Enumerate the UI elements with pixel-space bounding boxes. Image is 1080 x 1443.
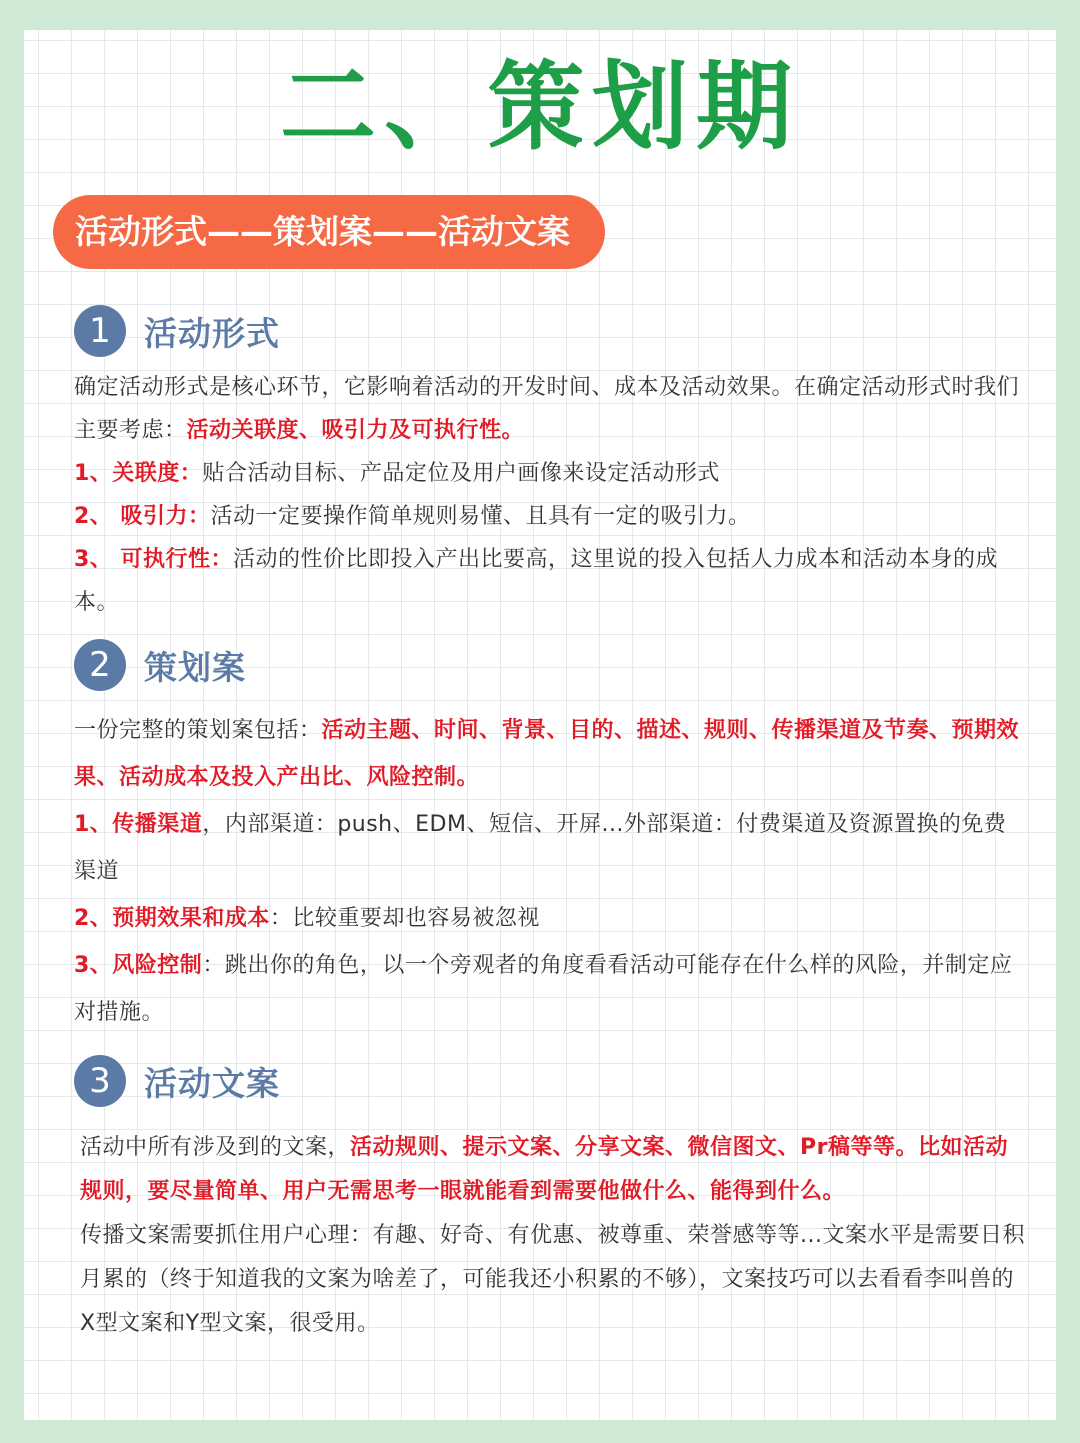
paragraph: 一份完整的策划案包括：活动主题、时间、背景、目的、描述、规则、传播渠道及节奏、预期效果、活动成本及投入产出比、风险控制。 [74,718,1020,790]
section-title: 活动形式 [144,313,280,353]
list-item: 1、关联度：贴合活动目标、产品定位及用户画像来设定活动形式 [74,461,720,486]
section-header-2 [74,637,246,693]
section-title: 策划案 [144,647,246,687]
flow-banner: 活动形式——策划案——活动文案 [53,195,605,269]
section-header-3 [74,1053,280,1109]
paragraph: 传播文案需要抓住用户心理：有趣、好奇、有优惠、被尊重、荣誉感等等...文案水平是需要日积月累的（终于知道我的文案为啥差了，可能我还小积累的不够），文案技巧可以去看看李叫兽的X型文案和Y型文案，很受用。 [80,1223,1025,1336]
section-body-3 [80,1126,1025,1346]
list-item: 3、 可执行性：活动的性价比即投入产出比要高，这里说的投入包括人力成本和活动本身的成本。 [74,547,998,615]
page-title: 二、策划期 [280,51,800,163]
paragraph: 确定活动形式是核心环节，它影响着活动的开发时间、成本及活动效果。在确定活动形式时我们主要考虑：活动关联度、吸引力及可执行性。 [74,375,1020,443]
number-badge: 3 [74,1055,126,1107]
section-body-2 [74,707,1022,1036]
section-body-1 [74,366,1022,624]
list-item: 1、传播渠道，内部渠道：push、EDM、短信、开屏...外部渠道：付费渠道及资源置换的免费渠道 [74,812,1007,884]
section-title: 活动文案 [144,1063,280,1103]
number-badge: 2 [74,639,126,691]
highlight-text: 活动主题、时间、背景、目的、描述、规则、传播渠道及节奏、预期效果、活动成本及投入产出比、风险控制。 [74,718,1020,790]
highlight-text: 活动关联度、吸引力及可执行性。 [186,418,525,443]
paragraph: 活动中所有涉及到的文案，活动规则、提示文案、分享文案、微信图文、Pr稿等等。比如活动规则，要尽量简单、用户无需思考一眼就能看到需要他做什么、能得到什么。 [80,1135,1008,1204]
highlight-text: 活动规则、提示文案、分享文案、微信图文、Pr稿等等。比如活动规则，要尽量简单、用户无需思考一眼就能看到需要他做什么、能得到什么。 [80,1135,1008,1204]
list-item: 3、风险控制：跳出你的角色，以一个旁观者的角度看看活动可能存在什么样的风险，并制定应对措施。 [74,953,1013,1025]
number-badge: 1 [74,305,126,357]
list-item: 2、 吸引力：活动一定要操作简单规则易懂、且具有一定的吸引力。 [74,504,751,529]
list-item: 2、预期效果和成本：比较重要却也容易被忽视 [74,906,540,931]
section-header-1 [74,303,280,359]
